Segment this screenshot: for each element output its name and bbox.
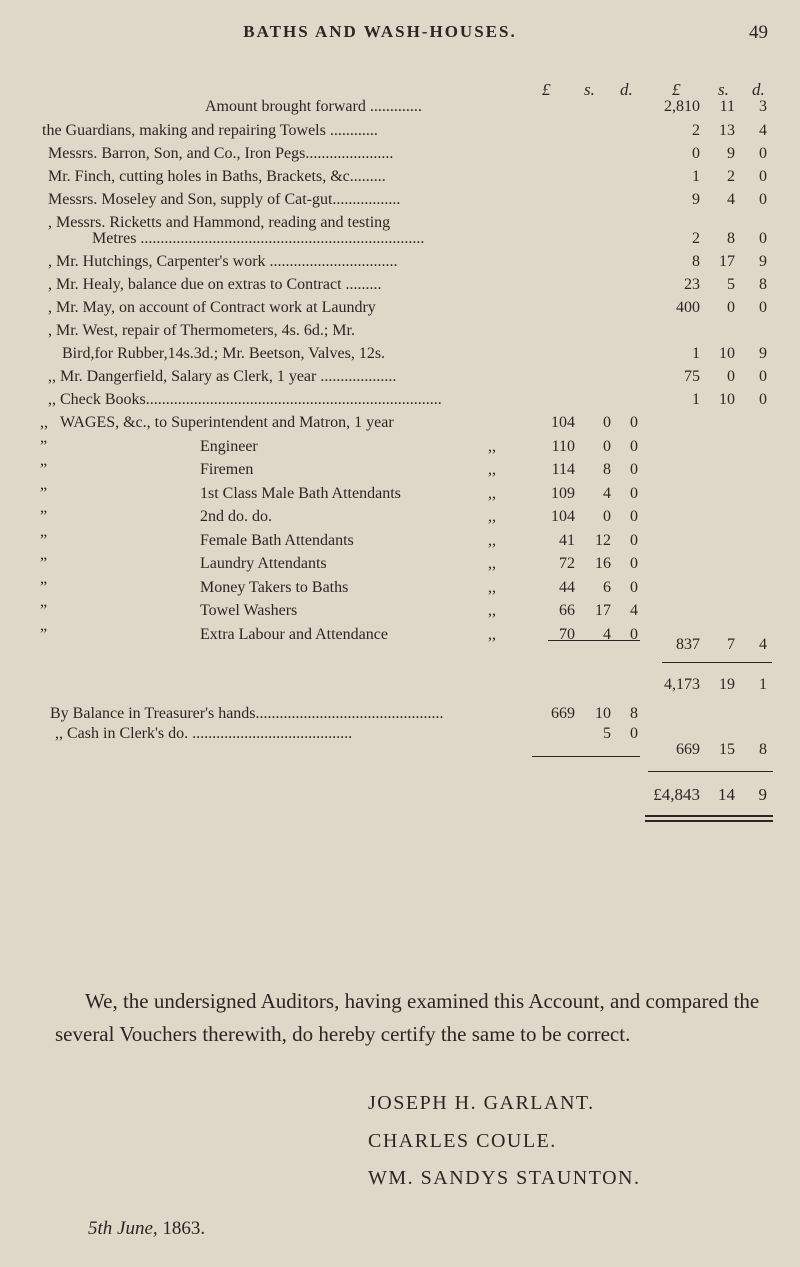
amount-pounds: 669 [676, 741, 700, 758]
amount-pounds: 72 [559, 555, 575, 572]
ditto-mark: ,, [488, 484, 496, 502]
amount-shillings: 17 [719, 253, 735, 270]
amount-shillings: 2 [727, 168, 735, 185]
amount-pounds: 4,173 [664, 676, 700, 693]
ditto-mark: ,, [40, 414, 48, 431]
amount-pounds: 2 [692, 230, 700, 247]
col-header-pence: d. [620, 80, 633, 99]
payment-description: , Mr. Healy, balance due on extras to Contract ......... [48, 276, 382, 293]
wage-row [0, 602, 800, 624]
amount-shillings: 13 [719, 122, 735, 139]
running-head: BATHS AND WASH-HOUSES. [243, 22, 517, 41]
payment-row [0, 230, 800, 252]
amount-shillings: 7 [727, 636, 735, 653]
amount-shillings: 12 [595, 531, 611, 549]
amount-pence: 0 [759, 168, 767, 185]
col-header-shillings: s. [584, 80, 595, 99]
amount-shillings: 4 [727, 191, 735, 208]
col-header-pounds-total: £ [672, 80, 681, 99]
ditto-mark: ” [40, 461, 48, 478]
amount-pounds: 669 [551, 705, 575, 722]
wage-description: Female Bath Attendants [200, 531, 354, 549]
subtotal-rule [662, 662, 772, 663]
payment-description: Messrs. Moseley and Son, supply of Cat-gut................. [48, 191, 401, 208]
amount-pounds: 23 [684, 276, 700, 293]
amount-pounds: 41 [559, 531, 575, 549]
wage-description: Extra Labour and Attendance [200, 625, 388, 643]
amount-shillings: 9 [727, 145, 735, 162]
wage-row [0, 485, 800, 507]
wage-description: Towel Washers [200, 602, 298, 619]
ditto-mark: ” [40, 625, 48, 643]
payment-row [0, 98, 800, 120]
payment-description: Messrs. Barron, Son, and Co., Iron Pegs...................... [48, 145, 394, 162]
wage-description: Engineer [200, 437, 258, 455]
amount-pence: 0 [630, 531, 638, 549]
wage-description: 1st Class Male Bath Attendants [200, 484, 401, 502]
balances-total-row [0, 741, 800, 763]
date-day: 5th June, [88, 1218, 158, 1239]
payment-description: , Mr. West, repair of Thermometers, 4s. 6d.; Mr. [48, 322, 355, 339]
amount-pence: 0 [759, 191, 767, 208]
payment-row [0, 368, 800, 390]
payment-description: , Mr. Hutchings, Carpenter's work ................................ [48, 253, 398, 270]
amount-shillings: 0 [727, 299, 735, 316]
ditto-mark: ” [40, 484, 48, 502]
page-number: 49 [749, 22, 768, 43]
amount-pence: 9 [758, 785, 767, 804]
amount-pence: 0 [630, 625, 638, 643]
wage-row [0, 555, 800, 577]
amount-shillings: 8 [603, 461, 611, 478]
wage-row [0, 414, 800, 436]
payment-row [0, 345, 800, 367]
amount-pounds: 104 [551, 414, 575, 431]
amount-shillings: 10 [595, 705, 611, 722]
amount-pounds: 8 [692, 253, 700, 270]
amount-pence: 0 [759, 368, 767, 385]
signature-coule: CHARLES COULE. [368, 1130, 557, 1152]
ditto-mark: ” [40, 578, 48, 596]
col-header-pence-total: d. [752, 80, 765, 99]
signature-garlant: JOSEPH H. GARLANT. [368, 1092, 595, 1114]
amount-pence: 0 [630, 461, 638, 478]
auditors-certificate: We, the undersigned Auditors, having examined this Account, and compared the several Vouchers therewith, do hereby certify the same to be correct. [55, 989, 760, 1046]
amount-pounds: 66 [559, 602, 575, 619]
wages-total-row [0, 636, 800, 658]
amount-shillings: 0 [603, 437, 611, 455]
payment-description: ,, Check Books.......................................................................... [48, 391, 442, 408]
amount-pounds: 109 [551, 484, 575, 502]
ditto-mark: ” [40, 508, 48, 525]
payment-description: Bird,for Rubber,14s.3d.; Mr. Beetson, Valves, 12s. [62, 345, 386, 362]
amount-pence: 0 [630, 414, 638, 431]
amount-pence: 0 [630, 578, 638, 596]
amount-pounds: 9 [692, 191, 700, 208]
col-header-shillings-total: s. [718, 80, 729, 99]
balance-description: ,, Cash in Clerk's do. ........................................ [55, 725, 353, 742]
wage-row [0, 532, 800, 554]
ditto-mark: ,, [488, 602, 496, 619]
payment-description: Amount brought forward ............. [205, 98, 422, 115]
payment-description: ,, Mr. Dangerfield, Salary as Clerk, 1 year ................... [48, 368, 397, 385]
payment-row [0, 145, 800, 167]
wage-description: WAGES, &c., to Superintendent and Matron, 1 year [60, 414, 394, 431]
amount-pence: 0 [630, 437, 638, 455]
grand-total-row [0, 785, 800, 807]
payment-description: , Messrs. Ricketts and Hammond, reading and testing [48, 214, 391, 231]
amount-pence: 0 [630, 508, 638, 525]
payment-row [0, 299, 800, 321]
amount-pounds: 114 [551, 461, 575, 478]
grand-total-rule [648, 771, 773, 772]
amount-pence: 0 [630, 725, 638, 742]
wage-description: Laundry Attendants [200, 555, 327, 572]
amount-pence: 0 [759, 230, 767, 247]
amount-shillings: 10 [719, 345, 735, 362]
amount-pounds: 1 [692, 168, 700, 185]
ditto-mark: ,, [488, 578, 496, 596]
amount-pounds: 1 [692, 391, 700, 408]
amount-shillings: 5 [727, 276, 735, 293]
payment-description: Metres ....................................................................... [92, 230, 425, 247]
amount-shillings: 10 [719, 391, 735, 408]
payment-row [0, 276, 800, 298]
ditto-mark: ,, [488, 625, 496, 643]
amount-shillings: 0 [603, 414, 611, 431]
amount-pounds: 2 [692, 122, 700, 139]
ditto-mark: ” [40, 531, 48, 549]
ditto-mark: ,, [488, 508, 496, 525]
amount-pence: 8 [759, 276, 767, 293]
ditto-mark: ,, [488, 437, 496, 455]
amount-pounds: 2,810 [664, 98, 700, 115]
amount-pence: 8 [630, 705, 638, 722]
amount-pence: 0 [630, 484, 638, 502]
amount-shillings: 16 [595, 555, 611, 572]
amount-shillings: 4 [603, 484, 611, 502]
ditto-mark: ,, [488, 555, 496, 572]
payment-row [0, 191, 800, 213]
ditto-mark: ,, [488, 461, 496, 478]
amount-pence: 0 [759, 391, 767, 408]
amount-shillings: 6 [603, 578, 611, 596]
amount-shillings: 0 [603, 508, 611, 525]
amount-pounds: 104 [551, 508, 575, 525]
amount-pounds: 0 [692, 145, 700, 162]
subtotal-row [0, 676, 800, 698]
double-rule [645, 815, 773, 822]
amount-pence: 9 [759, 253, 767, 270]
amount-shillings: 0 [727, 368, 735, 385]
balance-row [0, 705, 800, 727]
amount-pence: 4 [759, 122, 767, 139]
payment-row [0, 253, 800, 275]
amount-pence: 1 [759, 676, 767, 693]
amount-pounds: 44 [559, 578, 575, 596]
payment-row [0, 168, 800, 190]
payment-description: the Guardians, making and repairing Towels ............ [42, 122, 378, 139]
amount-pence: 0 [630, 555, 638, 572]
balance-description: By Balance in Treasurer's hands............................................... [50, 705, 444, 722]
amount-pounds: 110 [551, 437, 575, 455]
amount-shillings: 5 [603, 725, 611, 742]
amount-shillings: 14 [718, 785, 735, 804]
amount-shillings: 11 [719, 98, 735, 115]
wage-description: Money Takers to Baths [200, 578, 349, 596]
amount-pounds: 75 [684, 368, 700, 385]
payment-row [0, 322, 800, 344]
payment-row [0, 122, 800, 144]
date-year: 1863. [162, 1218, 206, 1239]
amount-pence: 4 [630, 602, 638, 619]
date-line [88, 1218, 205, 1240]
amount-shillings: 19 [719, 676, 735, 693]
col-header-pounds: £ [542, 80, 551, 99]
amount-pounds: 400 [676, 299, 700, 316]
amount-shillings: 15 [719, 741, 735, 758]
wage-row [0, 461, 800, 483]
amount-pounds: 837 [676, 636, 700, 653]
wage-description: 2nd do. do. [200, 508, 272, 525]
signature-staunton: WM. SANDYS STAUNTON. [368, 1167, 641, 1189]
ditto-mark: ” [40, 437, 48, 455]
amount-pounds: £4,843 [653, 785, 700, 804]
wage-row [0, 579, 800, 601]
payment-row [0, 391, 800, 413]
ditto-mark: ,, [488, 531, 496, 549]
amount-pence: 0 [759, 299, 767, 316]
amount-pence: 8 [759, 741, 767, 758]
amount-shillings: 8 [727, 230, 735, 247]
wage-row [0, 438, 800, 460]
amount-pounds: 70 [559, 625, 575, 643]
wage-description: Firemen [200, 461, 254, 478]
wage-row [0, 508, 800, 530]
amount-pence: 4 [759, 636, 767, 653]
amount-pence: 9 [759, 345, 767, 362]
amount-shillings: 4 [603, 625, 611, 643]
payment-description: , Mr. May, on account of Contract work at Laundry [48, 299, 376, 316]
ditto-mark: ” [40, 555, 48, 572]
ditto-mark: ” [40, 602, 48, 619]
amount-pence: 0 [759, 145, 767, 162]
payment-description: Mr. Finch, cutting holes in Baths, Brackets, &c......... [48, 168, 386, 185]
amount-shillings: 17 [595, 602, 611, 619]
amount-pounds: 1 [692, 345, 700, 362]
amount-pence: 3 [759, 98, 767, 115]
